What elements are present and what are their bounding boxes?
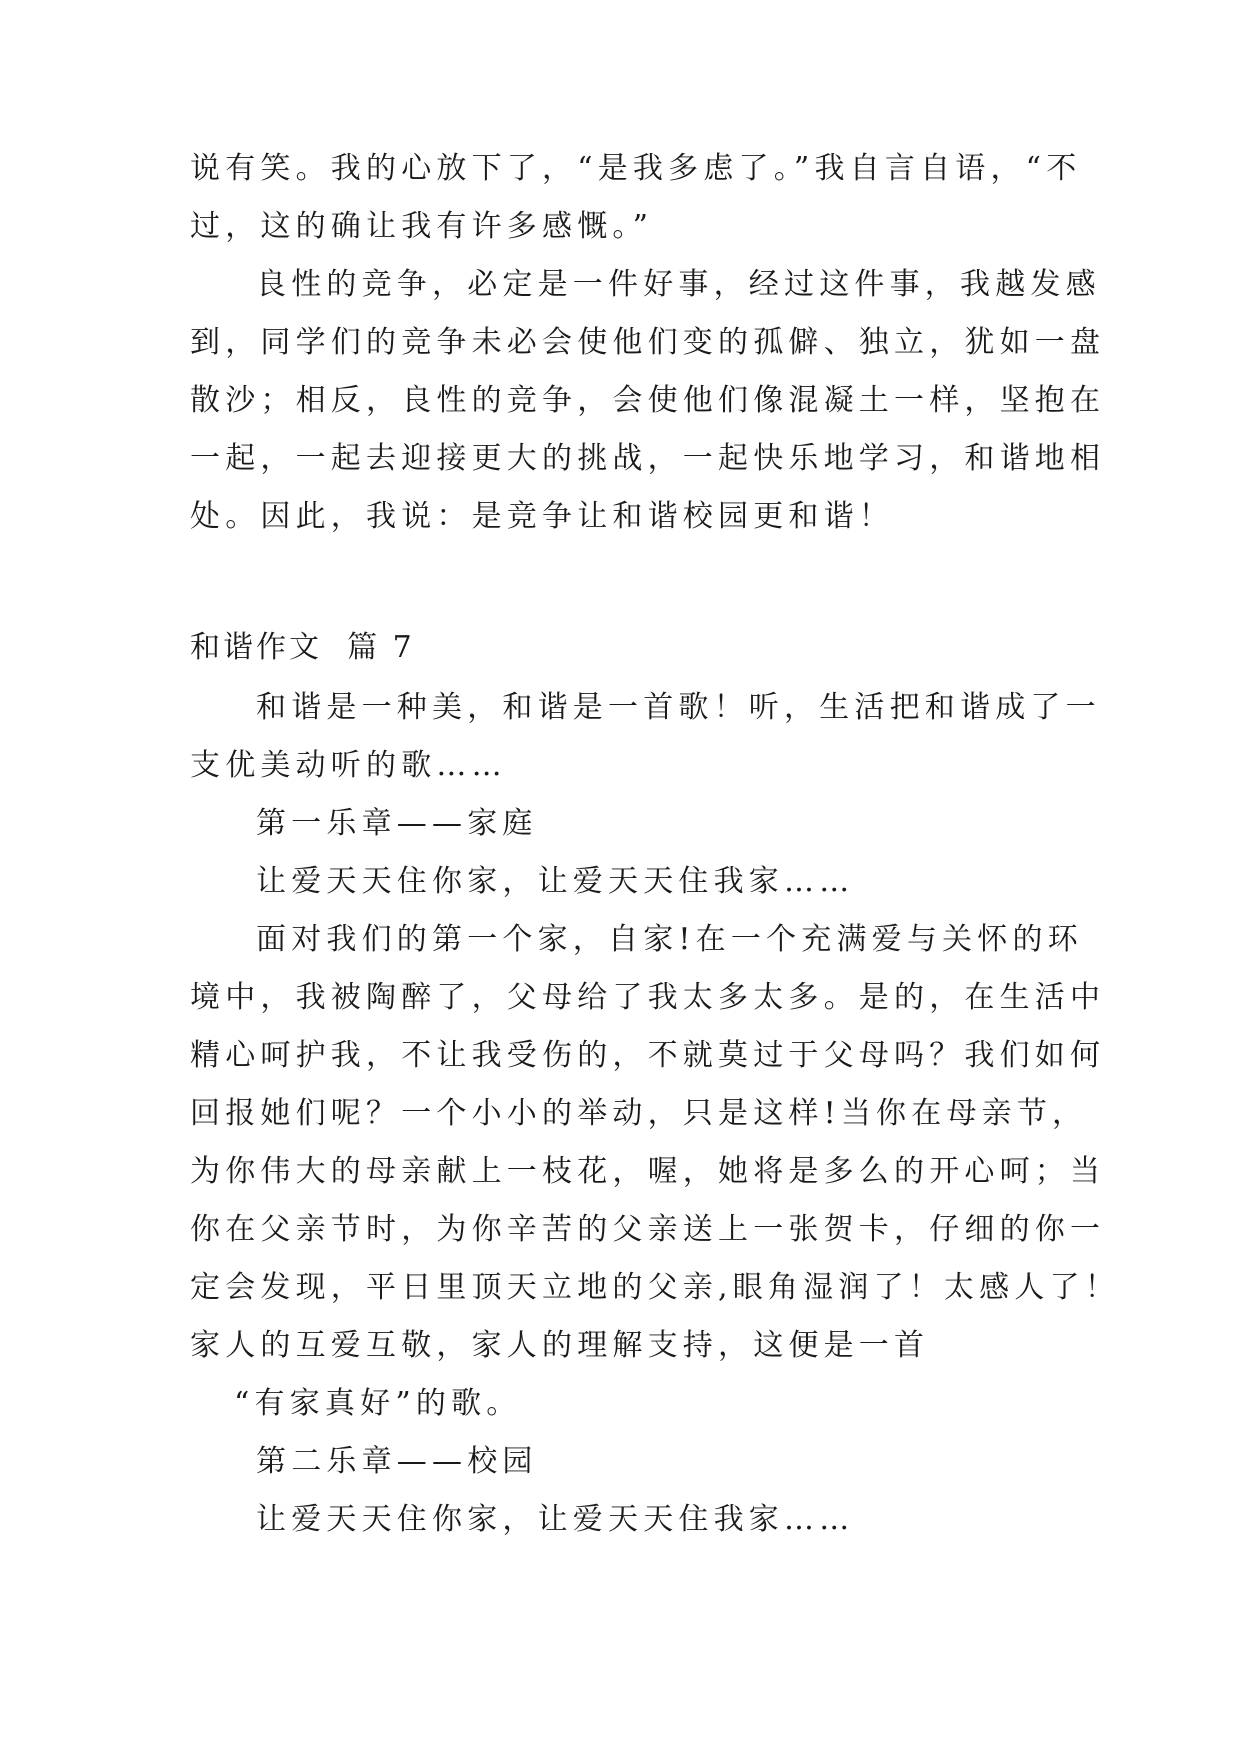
paragraph-line: 面对我们的第一个家，自家!在一个充满爱与关怀的环 [256,922,1083,957]
paragraph-line: 家人的互爱互敬，家人的理解支持，这便是一首 [190,1328,930,1363]
paragraph-line: 一起，一起去迎接更大的挑战，一起快乐地学习，和谐地相 [190,441,1106,476]
paragraph-line: 说有笑。我的心放下了，“是我多虑了。”我自言自语，“不 [190,151,1082,186]
paragraph-line: 精心呵护我，不让我受伤的，不就莫过于父母吗？我们如何 [190,1038,1106,1073]
paragraph-line: 到，同学们的竞争未必会使他们变的孤僻、独立，犹如一盘 [190,325,1106,360]
essay-7-body [190,679,1120,1549]
chapter-title: 第一乐章——家庭 [256,806,538,841]
paragraph-line: 散沙；相反，良性的竞争，会使他们像混凝土一样，坚抱在 [190,383,1106,418]
paragraph-line: 支优美动听的歌…… [190,748,507,783]
paragraph-line: 定会发现，平日里顶天立地的父亲,眼角湿润了！太感人了！ [190,1270,1120,1305]
paragraph-line: 过，这的确让我有许多感慨。” [190,209,654,244]
paragraph-line: 境中，我被陶醉了，父母给了我太多太多。是的，在生活中 [190,980,1106,1015]
chapter-title: 第二乐章——校园 [256,1444,538,1479]
paragraph-line: “有家真好”的歌。 [234,1386,522,1421]
paragraph-line: 你在父亲节时，为你辛苦的父亲送上一张贺卡，仔细的你一 [190,1212,1106,1247]
paragraph-line: 和谐是一种美，和谐是一首歌！听，生活把和谐成了一 [256,690,1101,725]
paragraph-line: 让爱天天住你家，让爱天天住我家…… [256,864,855,899]
paragraph-line: 回报她们呢？一个小小的举动，只是这样!当你在母亲节， [190,1096,1088,1131]
essay-6-ending [190,140,1106,546]
paragraph-line: 良性的竞争，必定是一件好事，经过这件事，我越发感 [256,267,1101,302]
paragraph-line: 处。因此，我说：是竞争让和谐校园更和谐！ [190,499,894,534]
section-title: 和谐作文 篇 7 [190,630,415,665]
paragraph-line: 为你伟大的母亲献上一枝花，喔，她将是多么的开心呵；当 [190,1154,1106,1189]
paragraph-line: 让爱天天住你家，让爱天天住我家…… [256,1502,855,1537]
section-heading [190,619,1060,677]
